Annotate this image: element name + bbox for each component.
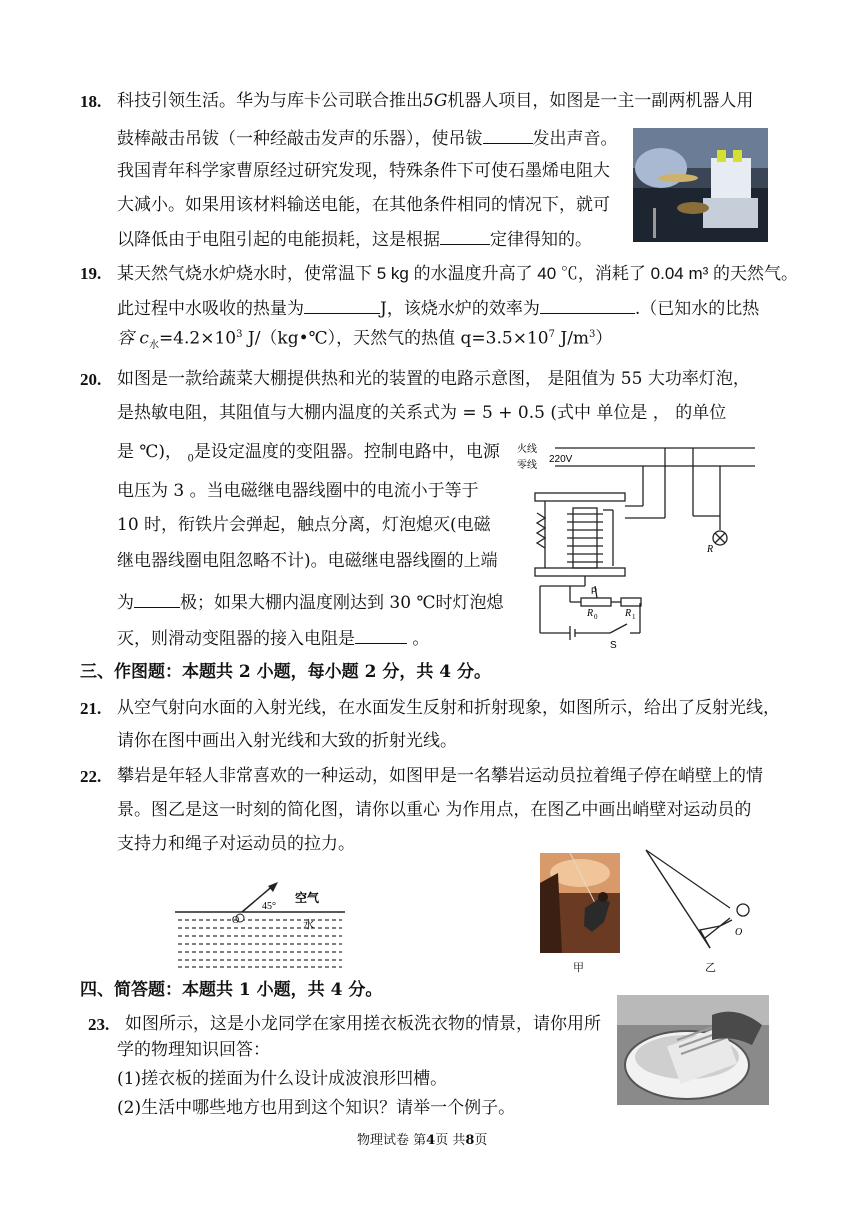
switch-label: S (610, 640, 617, 651)
q20-line5: 10 时，衔铁片会弹起，触点分离，灯泡熄灭(电磁 (117, 515, 491, 535)
slider-label: P (591, 586, 598, 596)
q22-line2: 景。图乙是这一时刻的简化图，请你以重心 为作用点，在图乙中画出峭壁对运动员的 (117, 800, 752, 820)
q20-line7: 为 极；如果大棚内温度刚达到 30 ℃时灯泡熄 (117, 593, 504, 613)
robot-drummer-photo (633, 128, 768, 242)
answer-blank (304, 299, 380, 314)
live-wire-label: 火线 (517, 444, 537, 455)
figure-yi-label: 乙 (705, 961, 716, 974)
point-o-label: O (232, 915, 240, 926)
answer-blank (483, 129, 533, 144)
q23-line3: (1)搓衣板的搓面为什么设计成波浪形凹槽。 (117, 1069, 448, 1089)
angle-label: 45° (262, 901, 276, 912)
answer-blank (440, 230, 490, 245)
q19-number: 19. (80, 264, 102, 283)
q20-line3: 是 ℃)， $_0$是设定温度的变阻器。控制电路中，电源 (117, 442, 500, 465)
q23-line2: 学的物理知识回答： (117, 1040, 270, 1060)
q22-line1: 攀岩是年轻人非常喜欢的一种运动，如图甲是一名攀岩运动员拉着绳子停在峭壁上的情 (117, 766, 763, 786)
water-reflection-diagram (170, 880, 350, 970)
q20-line8: 灭，则滑动变阻器的接入电阻是 。 (117, 629, 430, 649)
r0-label: R (587, 608, 594, 619)
q18-line3: 我国青年科学家曹原经过研究发现，特殊条件下可使石墨烯电阻大 (117, 161, 610, 181)
r1-sub: 1 (632, 613, 636, 621)
relay-circuit-diagram (515, 438, 760, 653)
q20-line4: 电压为 3 。当电磁继电器线圈中的电流小于等于 (117, 481, 479, 501)
q18-line5: 以降低由于电阻引起的电能损耗，这是根据 定律得知的。 (117, 230, 592, 250)
answer-blank (355, 629, 407, 644)
q18-line2: 鼓棒敲击吊钹（一种经敲击发声的乐器），使吊钹 发出声音。 (117, 129, 618, 149)
q21-line1: 从空气射向水面的入射光线，在水面发生反射和折射现象，如图所示，给出了反射光线， (117, 698, 780, 718)
washboard-photo (617, 995, 769, 1105)
air-label: 空气 (295, 891, 320, 905)
q23-line1: 如图所示，这是小龙同学在家用搓衣板洗衣物的情景，请你用所 (125, 1014, 601, 1034)
lamp-r-label: R (707, 544, 714, 555)
page-footer: 物理试卷 第4页 共8页 (357, 1133, 488, 1148)
q22-line3: 支持力和绳子对运动员的拉力。 (117, 834, 355, 854)
q21-line2: 请你在图中画出入射光线和大致的折射光线。 (117, 731, 457, 751)
section-3-title: 三、作图题：本题共 2 小题，每小题 2 分，共 4 分。 (80, 662, 491, 682)
answer-blank (134, 593, 180, 608)
center-of-gravity-label: O (735, 927, 743, 938)
q18-line1: 科技引领生活。华为与库卡公司联合推出5G机器人项目，如图是一主一副两机器人用 (117, 91, 754, 111)
water-label: 水 (303, 918, 314, 931)
figure-jia-label: 甲 (573, 961, 584, 974)
q20-line1: 如图是一款给蔬菜大棚提供热和光的装置的电路示意图， 是阻值为 55 大功率灯泡， (117, 369, 750, 389)
section-4-title: 四、简答题：本题共 1 小题，共 4 分。 (80, 980, 383, 1000)
q20-line6: 继电器线圈电阻忽略不计)。电磁继电器线圈的上端 (117, 551, 498, 571)
q23-number: 23. (88, 1015, 110, 1034)
q19-line3: 容 $c_水=4.2\times 10^3$ J/（kg•℃），天然气的热值 $q=3.5\times 10^7$ $J/m^3$） (117, 328, 613, 352)
r1-label: R (625, 608, 632, 619)
q19-line1: 某天然气烧水炉烧水时，使常温下 5 kg 的水温度升高了 40 ℃，消耗了 0.04 m³ 的天然气。 (117, 264, 799, 283)
q20-number: 20. (80, 370, 102, 389)
answer-blank (540, 299, 635, 314)
q18-line4: 大减小。如果用该材料输送电能，在其他条件相同的情况下，就可 (117, 195, 610, 215)
q19-line2: 此过程中水吸收的热量为 J，该烧水炉的效率为 .（已知水的比热 (117, 299, 760, 319)
neutral-wire-label: 零线 (517, 460, 537, 471)
q18-number: 18. (80, 92, 102, 111)
climber-photo (540, 853, 620, 953)
q21-number: 21. (80, 699, 102, 718)
q23-line4: (2)生活中哪些地方也用到这个知识？请举一个例子。 (117, 1098, 516, 1118)
q20-line2: 是热敏电阻，其阻值与大棚内温度的关系式为 = 5 + 0.5 (式中 单位是 ， 的单位 (117, 403, 727, 423)
r0-sub: 0 (594, 613, 598, 621)
q22-number: 22. (80, 767, 102, 786)
voltage-label: 220V (549, 454, 573, 465)
climber-sketch-diagram (640, 848, 755, 958)
